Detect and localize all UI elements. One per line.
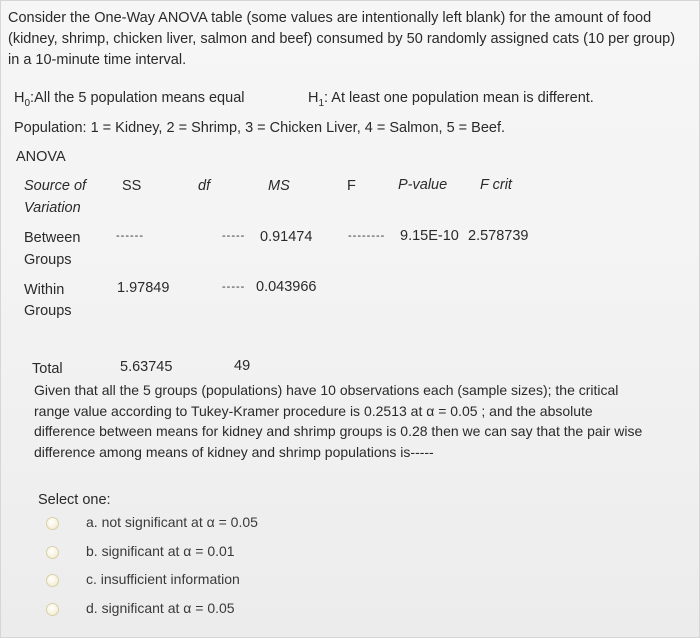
total-label: Total xyxy=(32,361,63,377)
select-one-label: Select one: xyxy=(38,492,111,508)
between-f: -------- xyxy=(348,230,386,242)
header-source-line2: Variation xyxy=(24,200,81,216)
within-ss: 1.97849 xyxy=(117,280,170,296)
within-df: ----- xyxy=(222,281,246,293)
question-intro: Consider the One-Way ANOVA table (some values are intentionally left blank) for the amount of food (kidney, shrimp, chicken liver, salmon and beef) consumed by 50 randomly assigned cats (10 per group) in a 10-minute time interval. xyxy=(8,10,676,68)
radio-option-b[interactable] xyxy=(46,546,59,559)
between-df: ----- xyxy=(222,230,246,242)
question-text: Given that all the 5 groups (populations) have 10 observations each (sample sizes); the critical range value according to Tukey-Kramer procedure is 0.2513 at α = 0.05 ; and the absolute difference between means for kidney and shrimp groups is 0.28 then we can say that the pair wise difference among means of kidney and shrimp populations is----- xyxy=(34,382,643,460)
alternative-hypothesis xyxy=(308,90,594,109)
h0-subscript: 0 xyxy=(24,98,31,109)
between-label-line2: Groups xyxy=(24,252,72,268)
radio-option-a[interactable] xyxy=(46,517,59,530)
header-pvalue: P-value xyxy=(398,177,448,193)
between-pvalue: 9.15E-10 xyxy=(400,228,459,244)
radio-option-d[interactable] xyxy=(46,603,59,616)
option-b-label: b. significant at α = 0.01 xyxy=(86,543,235,559)
within-ms: 0.043966 xyxy=(256,279,317,295)
header-fcrit: F crit xyxy=(480,177,512,193)
h1-text: : At least one population mean is different. xyxy=(324,90,594,106)
between-label-line1: Between xyxy=(24,230,81,246)
within-label-line1: Within xyxy=(24,282,65,298)
header-f: F xyxy=(347,178,356,194)
header-ms: MS xyxy=(268,178,290,194)
h1-letter: H xyxy=(308,90,319,106)
option-c[interactable] xyxy=(46,571,306,593)
population-definition: Population: 1 = Kidney, 2 = Shrimp, 3 = Chicken Liver, 4 = Salmon, 5 = Beef. xyxy=(14,120,506,136)
between-fcrit: 2.578739 xyxy=(468,228,529,244)
option-d[interactable] xyxy=(46,600,306,622)
between-ss: ------ xyxy=(116,230,144,242)
total-ss: 5.63745 xyxy=(120,359,173,375)
header-ss: SS xyxy=(122,178,142,194)
anova-title: ANOVA xyxy=(16,149,66,165)
h1-subscript: 1 xyxy=(318,98,325,109)
h0-text: :All the 5 population means equal xyxy=(30,90,245,106)
header-df: df xyxy=(198,178,211,194)
option-a-label: a. not significant at α = 0.05 xyxy=(86,514,258,530)
option-a[interactable] xyxy=(46,514,306,536)
within-label-line2: Groups xyxy=(24,303,72,319)
radio-option-c[interactable] xyxy=(46,574,59,587)
null-hypothesis xyxy=(14,90,245,109)
total-df: 49 xyxy=(234,358,251,374)
h0-letter: H xyxy=(14,90,25,106)
between-ms: 0.91474 xyxy=(260,229,313,245)
option-c-label: c. insufficient information xyxy=(86,571,240,587)
option-d-label: d. significant at α = 0.05 xyxy=(86,600,235,616)
option-b[interactable] xyxy=(46,543,306,565)
header-source-line1: Source of xyxy=(24,178,87,194)
